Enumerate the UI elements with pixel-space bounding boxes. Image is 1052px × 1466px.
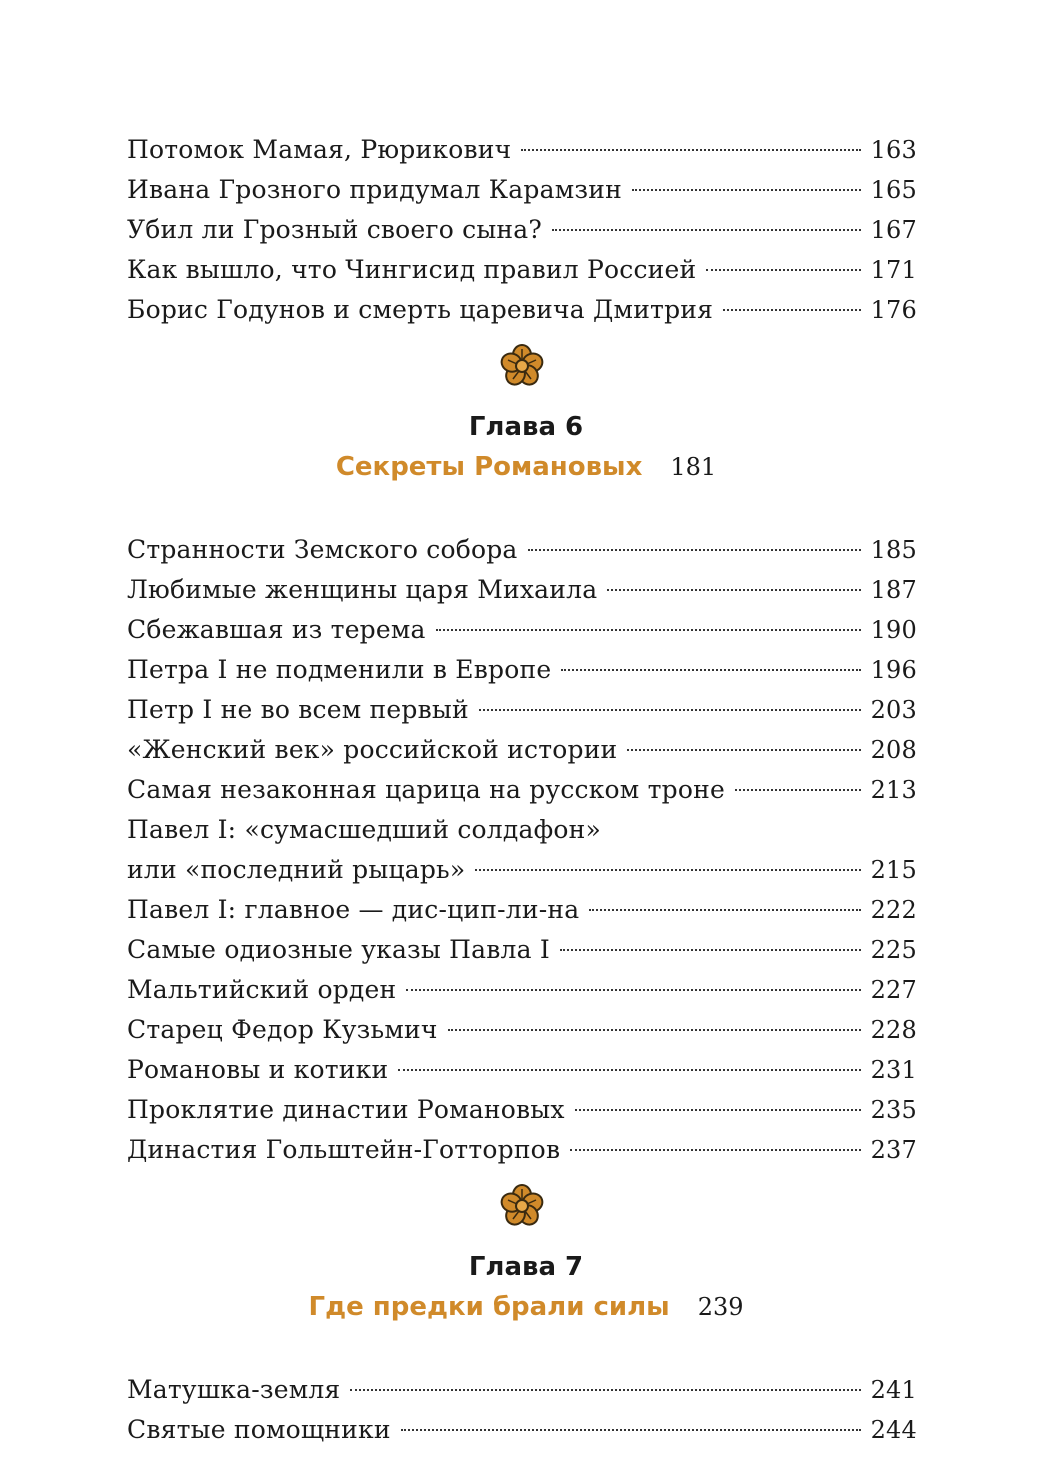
toc-entry: Потомок Мамая, Рюрикович 163: [127, 135, 917, 164]
toc-entry: Странности Земского собора 185: [127, 535, 917, 564]
toc-section-previous: [127, 130, 917, 330]
toc-entry: Сбежавшая из терема 190: [127, 615, 917, 644]
chapter-7-page: 239: [697, 1293, 744, 1321]
flower-ornament-icon: [497, 343, 547, 389]
toc-section-chapter-6: [127, 530, 917, 1170]
toc-entry: Петра I не подменили в Европе 196: [127, 655, 917, 684]
toc-entry: Матушка-земля 241: [127, 1375, 917, 1404]
chapter-7-title: Где предки брали силы: [308, 1292, 670, 1322]
toc-entry: Романовы и котики 231: [127, 1055, 917, 1084]
toc-entry: Убил ли Грозный своего сына? 167: [127, 215, 917, 244]
toc-entry: Самые одиозные указы Павла I 225: [127, 935, 917, 964]
toc-entry: или «последний рыцарь» 215: [127, 855, 917, 884]
toc-entry: Ивана Грозного придумал Карамзин 165: [127, 175, 917, 204]
chapter-6-label: Глава 6: [468, 412, 584, 442]
chapter-6-heading: [0, 452, 1052, 482]
chapter-6-page: 181: [670, 453, 717, 481]
toc-entry: Павел I: «сумасшедший солдафон»: [127, 815, 601, 844]
toc-entry: Мальтийский орден 227: [127, 975, 917, 1004]
toc-entry: Проклятие династии Романовых 235: [127, 1095, 917, 1124]
toc-entry: «Женский век» российской истории 208: [127, 735, 917, 764]
toc-entry: Любимые женщины царя Михаила 187: [127, 575, 917, 604]
toc-entry: Как вышло, что Чингисид правил Россией 171: [127, 255, 917, 284]
toc-entry: Династия Гольштейн-Готторпов 237: [127, 1135, 917, 1164]
toc-entry: Самая незаконная царица на русском троне 213: [127, 775, 917, 804]
flower-ornament-icon: [497, 1183, 547, 1229]
chapter-7-label: Глава 7: [468, 1252, 584, 1282]
toc-entry: Борис Годунов и смерть царевича Дмитрия 176: [127, 295, 917, 324]
toc-entry: Петр I не во всем первый 203: [127, 695, 917, 724]
toc-entry: Павел I: главное — дис-цип-ли-на 222: [127, 895, 917, 924]
chapter-6-title: Секреты Романовых: [335, 452, 643, 482]
toc-section-chapter-7: [127, 1370, 917, 1450]
chapter-7-heading: [0, 1292, 1052, 1322]
toc-entry: Старец Федор Кузьмич 228: [127, 1015, 917, 1044]
toc-entry: Святые помощники 244: [127, 1415, 917, 1444]
